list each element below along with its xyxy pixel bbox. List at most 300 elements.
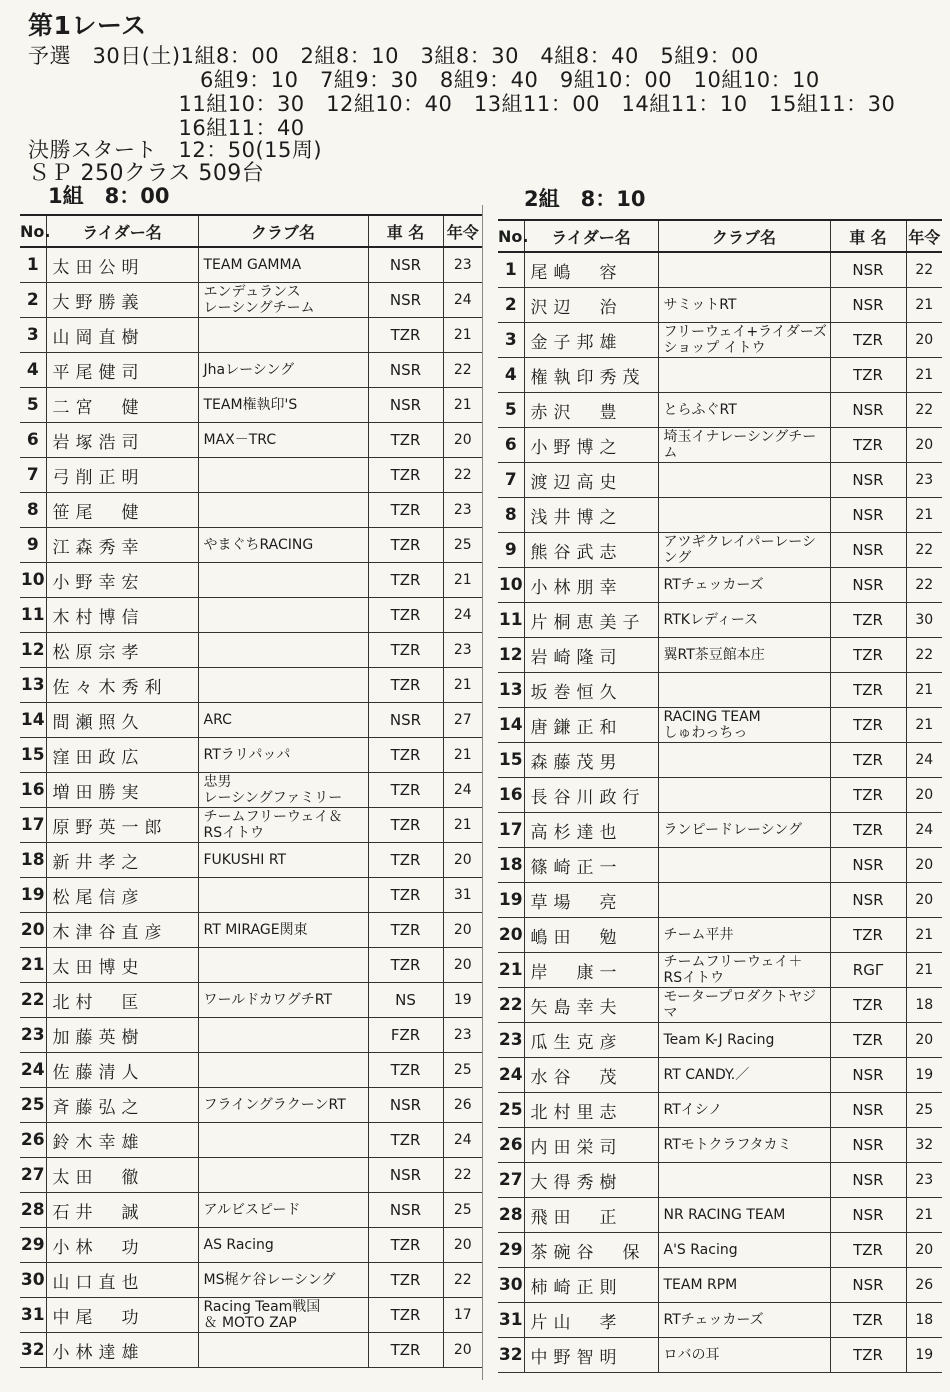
cell-club-name: アルビスピード [198, 1193, 368, 1228]
cell-club-name [658, 778, 830, 813]
cell-car-name: TZR [830, 673, 906, 708]
cell-club-name: 埼玉イナレーシングチーム [658, 428, 830, 463]
cell-rider-name: 鈴木幸雄 [46, 1123, 198, 1158]
cell-rider-name: 石井 誠 [46, 1193, 198, 1228]
cell-age: 20 [906, 848, 942, 883]
cell-no: 27 [20, 1158, 46, 1193]
cell-rider-name: 熊谷武志 [524, 533, 658, 568]
cell-rider-name: 小林朋幸 [524, 568, 658, 603]
cell-car-name: TZR [368, 773, 443, 808]
cell-car-name: TZR [830, 428, 906, 463]
cell-no: 31 [498, 1303, 524, 1338]
cell-no: 20 [20, 913, 46, 948]
table-header-row [498, 220, 942, 252]
cell-car-name: NSR [830, 1058, 906, 1093]
cell-car-name: NSR [830, 498, 906, 533]
cell-age: 21 [906, 708, 942, 743]
cell-car-name: TZR [368, 528, 443, 563]
table-row [20, 353, 482, 388]
cell-age: 18 [906, 988, 942, 1023]
table-row [498, 953, 942, 988]
cell-no: 24 [498, 1058, 524, 1093]
cell-car-name: TZR [830, 1233, 906, 1268]
cell-club-name [198, 458, 368, 493]
cell-car-name: NSR [368, 1088, 443, 1123]
cell-club-name [658, 498, 830, 533]
cell-no: 1 [20, 247, 46, 283]
table-row [20, 808, 482, 843]
cell-club-name: RT MIRAGE関東 [198, 913, 368, 948]
cell-no: 30 [498, 1268, 524, 1303]
cell-car-name: NSR [830, 1163, 906, 1198]
cell-rider-name: 坂巻恒久 [524, 673, 658, 708]
cell-rider-name: 江森秀幸 [46, 528, 198, 563]
cell-age: 21 [906, 673, 942, 708]
cell-car-name: TZR [830, 988, 906, 1023]
cell-no: 6 [498, 428, 524, 463]
cell-age: 22 [443, 353, 482, 388]
cell-club-name: Jhaレーシング [198, 353, 368, 388]
table-row [498, 533, 942, 568]
cell-car-name: NSR [830, 1093, 906, 1128]
cell-age: 20 [906, 1233, 942, 1268]
cell-rider-name: 尾嶋 容 [524, 252, 658, 288]
cell-car-name: TZR [368, 913, 443, 948]
cell-rider-name: 岩塚浩司 [46, 423, 198, 458]
table-row [20, 1088, 482, 1123]
table-row [498, 1128, 942, 1163]
cell-car-name: NSR [830, 393, 906, 428]
cell-no: 23 [498, 1023, 524, 1058]
cell-age: 22 [906, 393, 942, 428]
cell-age: 20 [906, 323, 942, 358]
cell-age: 22 [443, 458, 482, 493]
cell-age: 20 [443, 843, 482, 878]
cell-no: 3 [498, 323, 524, 358]
cell-age: 20 [443, 1228, 482, 1263]
cell-car-name: NSR [830, 568, 906, 603]
cell-age: 21 [906, 953, 942, 988]
cell-club-name: フリーウェイ+ライダーズ ショップ イトウ [658, 323, 830, 358]
cell-rider-name: 佐々木秀利 [46, 668, 198, 703]
cell-club-name [198, 1158, 368, 1193]
cell-no: 12 [498, 638, 524, 673]
cell-no: 9 [498, 533, 524, 568]
cell-car-name: NSR [368, 1193, 443, 1228]
cell-club-name: RTイシノ [658, 1093, 830, 1128]
cell-rider-name: 太田公明 [46, 247, 198, 283]
table-row [498, 428, 942, 463]
cell-no: 19 [20, 878, 46, 913]
cell-car-name: NSR [830, 883, 906, 918]
cell-no: 14 [498, 708, 524, 743]
table-row [498, 848, 942, 883]
cell-club-name: チームフリーウェイ＋ RSイトウ [658, 953, 830, 988]
cell-club-name: ランピードレーシング [658, 813, 830, 848]
cell-car-name: TZR [830, 1338, 906, 1373]
header-age: 年令 [443, 215, 482, 247]
cell-no: 28 [20, 1193, 46, 1228]
table-row [20, 1158, 482, 1193]
cell-car-name: NSR [830, 533, 906, 568]
cell-car-name: TZR [830, 603, 906, 638]
cell-car-name: RGΓ [830, 953, 906, 988]
table-row [20, 563, 482, 598]
cell-no: 16 [20, 773, 46, 808]
cell-club-name [658, 463, 830, 498]
cell-car-name: TZR [368, 458, 443, 493]
cell-no: 8 [498, 498, 524, 533]
cell-car-name: TZR [830, 358, 906, 393]
cell-car-name: NSR [830, 463, 906, 498]
cell-club-name: フライングラクーンRT [198, 1088, 368, 1123]
cell-car-name: TZR [368, 598, 443, 633]
cell-rider-name: 松原宗孝 [46, 633, 198, 668]
cell-car-name: TZR [368, 563, 443, 598]
cell-rider-name: 太田博史 [46, 948, 198, 983]
cell-no: 3 [20, 318, 46, 353]
header-age: 年令 [906, 220, 942, 252]
cell-rider-name: 山岡直樹 [46, 318, 198, 353]
cell-no: 11 [498, 603, 524, 638]
cell-age: 26 [443, 1088, 482, 1123]
cell-no: 10 [20, 563, 46, 598]
cell-rider-name: 内田栄司 [524, 1128, 658, 1163]
table-row [498, 778, 942, 813]
cell-club-name: Racing Team戦国 ＆ MOTO ZAP [198, 1298, 368, 1333]
cell-rider-name: 水谷 茂 [524, 1058, 658, 1093]
cell-age: 20 [443, 1333, 482, 1368]
cell-car-name: NSR [368, 247, 443, 283]
table-row [20, 913, 482, 948]
cell-club-name [198, 1018, 368, 1053]
table-row [20, 1333, 482, 1368]
table-row [20, 1263, 482, 1298]
cell-age: 27 [443, 703, 482, 738]
qualifying-schedule-line-3: 11組10：30 12組10：40 13組11：00 14組11：10 15組11：30 [28, 92, 896, 116]
cell-car-name: NSR [830, 1128, 906, 1163]
cell-rider-name: 金子邦雄 [524, 323, 658, 358]
cell-rider-name: 中野智明 [524, 1338, 658, 1373]
group-2-table [498, 219, 942, 1373]
cell-no: 22 [20, 983, 46, 1018]
table-row [498, 498, 942, 533]
cell-rider-name: 窪田政広 [46, 738, 198, 773]
cell-no: 5 [498, 393, 524, 428]
cell-age: 21 [443, 668, 482, 703]
cell-age: 21 [443, 808, 482, 843]
table-row [498, 603, 942, 638]
final-start-time: 決勝スタート 12：50(15周) [28, 138, 323, 162]
cell-age: 20 [443, 423, 482, 458]
header-no: No. [498, 220, 524, 252]
cell-club-name: ワールドカワグチRT [198, 983, 368, 1018]
cell-rider-name: 弓削正明 [46, 458, 198, 493]
cell-club-name [198, 1053, 368, 1088]
cell-rider-name: 草場 亮 [524, 883, 658, 918]
cell-age: 25 [443, 1053, 482, 1088]
cell-rider-name: 佐藤清人 [46, 1053, 198, 1088]
cell-age: 23 [443, 1018, 482, 1053]
cell-car-name: NSR [368, 353, 443, 388]
cell-rider-name: 北村 匡 [46, 983, 198, 1018]
cell-club-name: 翼RT茶豆館本庄 [658, 638, 830, 673]
cell-club-name: ロバの耳 [658, 1338, 830, 1373]
table-row [498, 568, 942, 603]
cell-age: 21 [906, 358, 942, 393]
cell-age: 25 [906, 1093, 942, 1128]
cell-rider-name: 長谷川政行 [524, 778, 658, 813]
cell-no: 32 [20, 1333, 46, 1368]
cell-no: 26 [498, 1128, 524, 1163]
cell-car-name: TZR [830, 743, 906, 778]
cell-age: 21 [906, 1198, 942, 1233]
cell-no: 21 [498, 953, 524, 988]
table-row [20, 1123, 482, 1158]
cell-car-name: TZR [830, 638, 906, 673]
cell-no: 15 [498, 743, 524, 778]
cell-rider-name: 増田勝実 [46, 773, 198, 808]
cell-no: 13 [20, 668, 46, 703]
table-row [20, 703, 482, 738]
cell-no: 26 [20, 1123, 46, 1158]
cell-no: 25 [20, 1088, 46, 1123]
cell-rider-name: 岸 康一 [524, 953, 658, 988]
cell-car-name: NSR [830, 1268, 906, 1303]
cell-club-name: RTチェッカーズ [658, 1303, 830, 1338]
table-row [498, 252, 942, 288]
cell-rider-name: 唐鎌正和 [524, 708, 658, 743]
cell-car-name: TZR [830, 778, 906, 813]
cell-club-name [198, 318, 368, 353]
table-row [498, 393, 942, 428]
cell-club-name: サミットRT [658, 288, 830, 323]
table-row [20, 948, 482, 983]
cell-car-name: TZR [368, 1053, 443, 1088]
cell-club-name: TEAM RPM [658, 1268, 830, 1303]
cell-age: 23 [443, 493, 482, 528]
cell-age: 24 [443, 283, 482, 318]
cell-rider-name: 赤沢 豊 [524, 393, 658, 428]
table-row [498, 883, 942, 918]
cell-age: 19 [906, 1058, 942, 1093]
cell-car-name: TZR [368, 668, 443, 703]
cell-club-name: MS梶ケ谷レーシング [198, 1263, 368, 1298]
cell-no: 7 [498, 463, 524, 498]
cell-club-name: チーム平井 [658, 918, 830, 953]
cell-no: 5 [20, 388, 46, 423]
cell-no: 13 [498, 673, 524, 708]
cell-no: 16 [498, 778, 524, 813]
table-row [20, 1053, 482, 1088]
cell-age: 23 [443, 247, 482, 283]
cell-car-name: TZR [368, 423, 443, 458]
column-divider [482, 205, 483, 1380]
cell-age: 18 [906, 1303, 942, 1338]
qualifying-schedule-line-4: 16組11：40 [28, 116, 305, 140]
cell-club-name: FUKUSHI RT [198, 843, 368, 878]
cell-age: 20 [443, 913, 482, 948]
cell-club-name [198, 633, 368, 668]
cell-club-name [658, 252, 830, 288]
cell-rider-name: 平尾健司 [46, 353, 198, 388]
cell-car-name: TZR [368, 318, 443, 353]
cell-age: 21 [443, 318, 482, 353]
header-car: 車 名 [368, 215, 443, 247]
cell-rider-name: 片山 孝 [524, 1303, 658, 1338]
cell-club-name [198, 1123, 368, 1158]
cell-rider-name: 瓜生克彦 [524, 1023, 658, 1058]
cell-club-name: AS Racing [198, 1228, 368, 1263]
cell-rider-name: 柿崎正則 [524, 1268, 658, 1303]
group-1-table [20, 214, 482, 1368]
table-row [20, 247, 482, 283]
table-row [20, 528, 482, 563]
table-row [498, 1093, 942, 1128]
cell-no: 9 [20, 528, 46, 563]
cell-age: 22 [443, 1158, 482, 1193]
cell-rider-name: 小林 功 [46, 1228, 198, 1263]
cell-car-name: NSR [830, 288, 906, 323]
cell-age: 19 [443, 983, 482, 1018]
cell-car-name: NSR [830, 252, 906, 288]
cell-age: 30 [906, 603, 942, 638]
cell-club-name: TEAM権執印'S [198, 388, 368, 423]
cell-car-name: TZR [368, 493, 443, 528]
cell-car-name: TZR [368, 948, 443, 983]
cell-club-name [658, 743, 830, 778]
table-row [498, 358, 942, 393]
cell-age: 24 [443, 598, 482, 633]
cell-age: 19 [906, 1338, 942, 1373]
cell-rider-name: 間瀬照久 [46, 703, 198, 738]
table-row [20, 318, 482, 353]
cell-club-name [198, 948, 368, 983]
header-rider: ライダー名 [524, 220, 658, 252]
cell-club-name: モータープロダクトヤジマ [658, 988, 830, 1023]
cell-club-name [658, 358, 830, 393]
cell-no: 8 [20, 493, 46, 528]
qualifying-schedule-line-1: 予選 30日(土)1組8：00 2組8：10 3組8：30 4組8：40 5組9：00 [28, 44, 759, 68]
cell-no: 2 [20, 283, 46, 318]
table-row [20, 668, 482, 703]
cell-no: 28 [498, 1198, 524, 1233]
cell-age: 24 [906, 743, 942, 778]
table-row [498, 708, 942, 743]
cell-no: 1 [498, 252, 524, 288]
cell-no: 18 [20, 843, 46, 878]
cell-club-name: Team K-J Racing [658, 1023, 830, 1058]
cell-club-name: ARC [198, 703, 368, 738]
cell-no: 27 [498, 1163, 524, 1198]
cell-rider-name: 斉藤弘之 [46, 1088, 198, 1123]
cell-age: 24 [443, 1123, 482, 1158]
cell-age: 21 [906, 498, 942, 533]
qualifying-schedule-line-2: 6組9：10 7組9：30 8組9：40 9組10：00 10組10：10 [28, 68, 820, 92]
cell-no: 22 [498, 988, 524, 1023]
cell-age: 25 [443, 1193, 482, 1228]
cell-rider-name: 二宮 健 [46, 388, 198, 423]
cell-club-name [198, 668, 368, 703]
cell-rider-name: 加藤英樹 [46, 1018, 198, 1053]
cell-club-name: RACING TEAM しゅわっちっ [658, 708, 830, 743]
cell-no: 15 [20, 738, 46, 773]
table-row [20, 388, 482, 423]
cell-age: 32 [906, 1128, 942, 1163]
cell-car-name: TZR [830, 813, 906, 848]
class-info: ＳＰ 250クラス 509台 [28, 161, 265, 186]
header-club: クラブ名 [198, 215, 368, 247]
cell-car-name: TZR [830, 918, 906, 953]
cell-rider-name: 渡辺高史 [524, 463, 658, 498]
cell-car-name: TZR [368, 1263, 443, 1298]
group-1-label: 1組 8：00 [48, 184, 170, 208]
cell-no: 24 [20, 1053, 46, 1088]
cell-rider-name: 権執印秀茂 [524, 358, 658, 393]
table-row [20, 983, 482, 1018]
cell-club-name: RTラリパッパ [198, 738, 368, 773]
cell-no: 10 [498, 568, 524, 603]
cell-rider-name: 大得秀樹 [524, 1163, 658, 1198]
cell-club-name: RT CANDY.／ [658, 1058, 830, 1093]
table-row [20, 493, 482, 528]
table-row [498, 813, 942, 848]
table-row [498, 1268, 942, 1303]
cell-car-name: TZR [368, 1228, 443, 1263]
cell-rider-name: 片桐恵美子 [524, 603, 658, 638]
cell-rider-name: 大野勝義 [46, 283, 198, 318]
table-row [20, 878, 482, 913]
table-row [498, 1023, 942, 1058]
table-row [498, 673, 942, 708]
table-row [20, 773, 482, 808]
cell-no: 11 [20, 598, 46, 633]
cell-rider-name: 北村里志 [524, 1093, 658, 1128]
cell-rider-name: 茶碗谷 保 [524, 1233, 658, 1268]
cell-age: 24 [906, 813, 942, 848]
cell-car-name: TZR [368, 1123, 443, 1158]
cell-no: 31 [20, 1298, 46, 1333]
cell-age: 26 [906, 1268, 942, 1303]
cell-no: 7 [20, 458, 46, 493]
cell-rider-name: 小野幸宏 [46, 563, 198, 598]
cell-rider-name: 森藤茂男 [524, 743, 658, 778]
cell-car-name: TZR [368, 1333, 443, 1368]
cell-no: 30 [20, 1263, 46, 1298]
cell-car-name: TZR [368, 843, 443, 878]
table-row [20, 598, 482, 633]
cell-rider-name: 中尾 功 [46, 1298, 198, 1333]
cell-car-name: NSR [830, 1198, 906, 1233]
table-row [498, 638, 942, 673]
cell-age: 22 [443, 1263, 482, 1298]
cell-car-name: TZR [830, 708, 906, 743]
table-row [498, 288, 942, 323]
table-header-row [20, 215, 482, 247]
cell-age: 23 [906, 463, 942, 498]
cell-rider-name: 嶋田 勉 [524, 918, 658, 953]
cell-age: 21 [443, 388, 482, 423]
cell-club-name: 忠男 レーシングファミリー [198, 773, 368, 808]
table-row [498, 743, 942, 778]
cell-no: 20 [498, 918, 524, 953]
table-row [20, 1193, 482, 1228]
cell-no: 14 [20, 703, 46, 738]
cell-rider-name: 原野英一郎 [46, 808, 198, 843]
cell-club-name: NR RACING TEAM [658, 1198, 830, 1233]
cell-age: 25 [443, 528, 482, 563]
cell-no: 32 [498, 1338, 524, 1373]
